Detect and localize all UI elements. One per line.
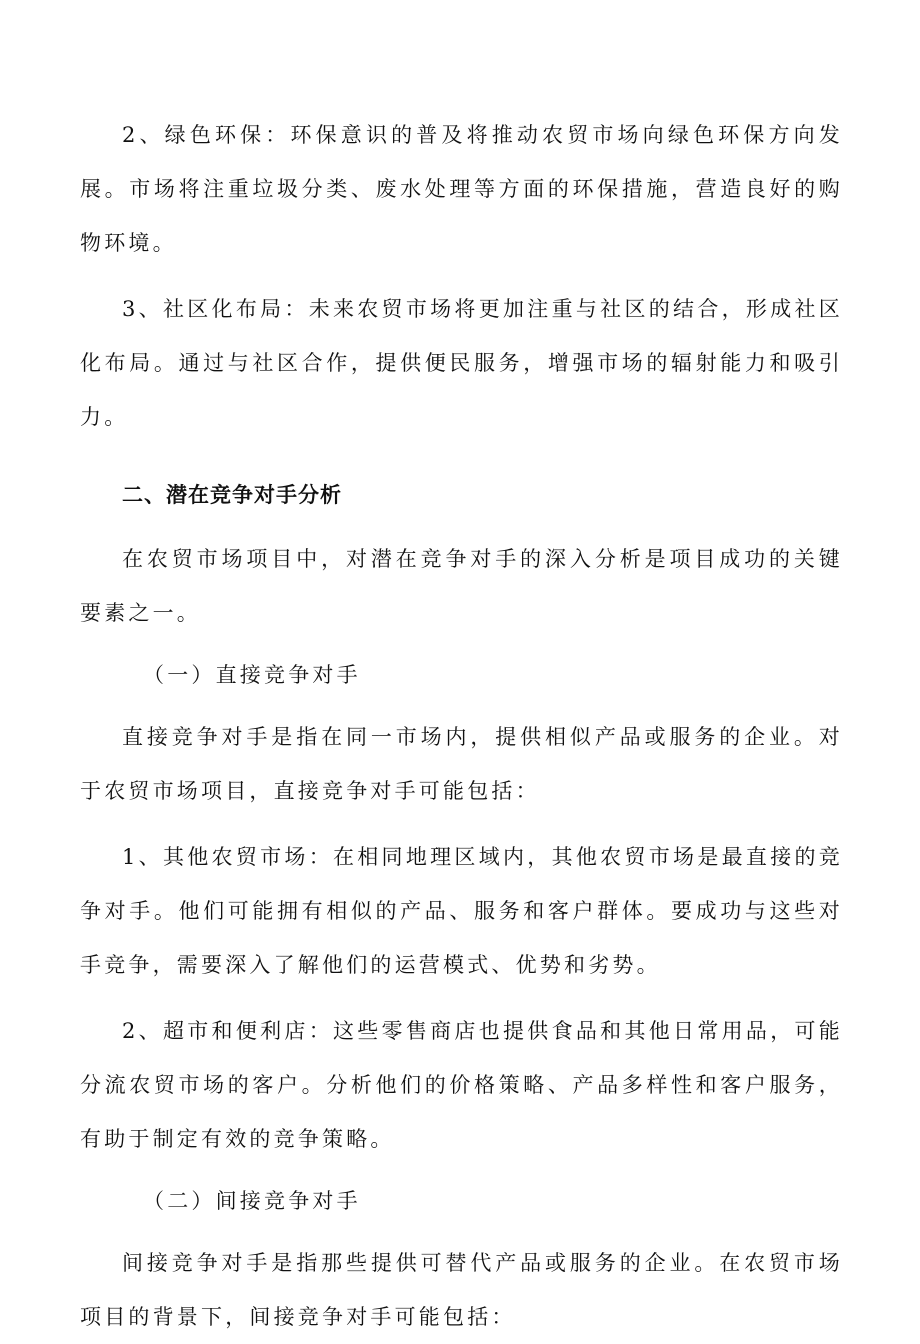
paragraph-indirect-definition: 间接竞争对手是指那些提供可替代产品或服务的企业。在农贸市场项目的背景下，间接竞争对手可能包括： (80, 1251, 843, 1329)
subheading-direct-competitors: （一）直接竞争对手 (143, 663, 361, 687)
document-page (80, 108, 843, 1344)
paragraph-intro: 在农贸市场项目中，对潜在竞争对手的深入分析是项目成功的关键要素之一。 (80, 547, 843, 625)
paragraph-supermarkets: 2、超市和便利店：这些零售商店也提供食品和其他日常用品，可能分流农贸市场的客户。分析他们的价格策略、产品多样性和客户服务，有助于制定有效的竞争策略。 (80, 1019, 843, 1151)
paragraph-direct-definition: 直接竞争对手是指在同一市场内，提供相似产品或服务的企业。对于农贸市场项目，直接竞争对手可能包括： (80, 725, 843, 803)
paragraph-community-layout: 3、社区化布局：未来农贸市场将更加注重与社区的结合，形成社区化布局。通过与社区合作，提供便民服务，增强市场的辐射能力和吸引力。 (80, 297, 843, 429)
paragraph-green-environment: 2、绿色环保：环保意识的普及将推动农贸市场向绿色环保方向发展。市场将注重垃圾分类、废水处理等方面的环保措施，营造良好的购物环境。 (80, 123, 843, 255)
section-heading-competitor-analysis: 二、潜在竞争对手分析 (122, 483, 342, 507)
subheading-indirect-competitors: （二）间接竞争对手 (143, 1189, 361, 1213)
paragraph-other-markets: 1、其他农贸市场：在相同地理区域内，其他农贸市场是最直接的竞争对手。他们可能拥有相似的产品、服务和客户群体。要成功与这些对手竞争，需要深入了解他们的运营模式、优势和劣势。 (80, 845, 843, 977)
